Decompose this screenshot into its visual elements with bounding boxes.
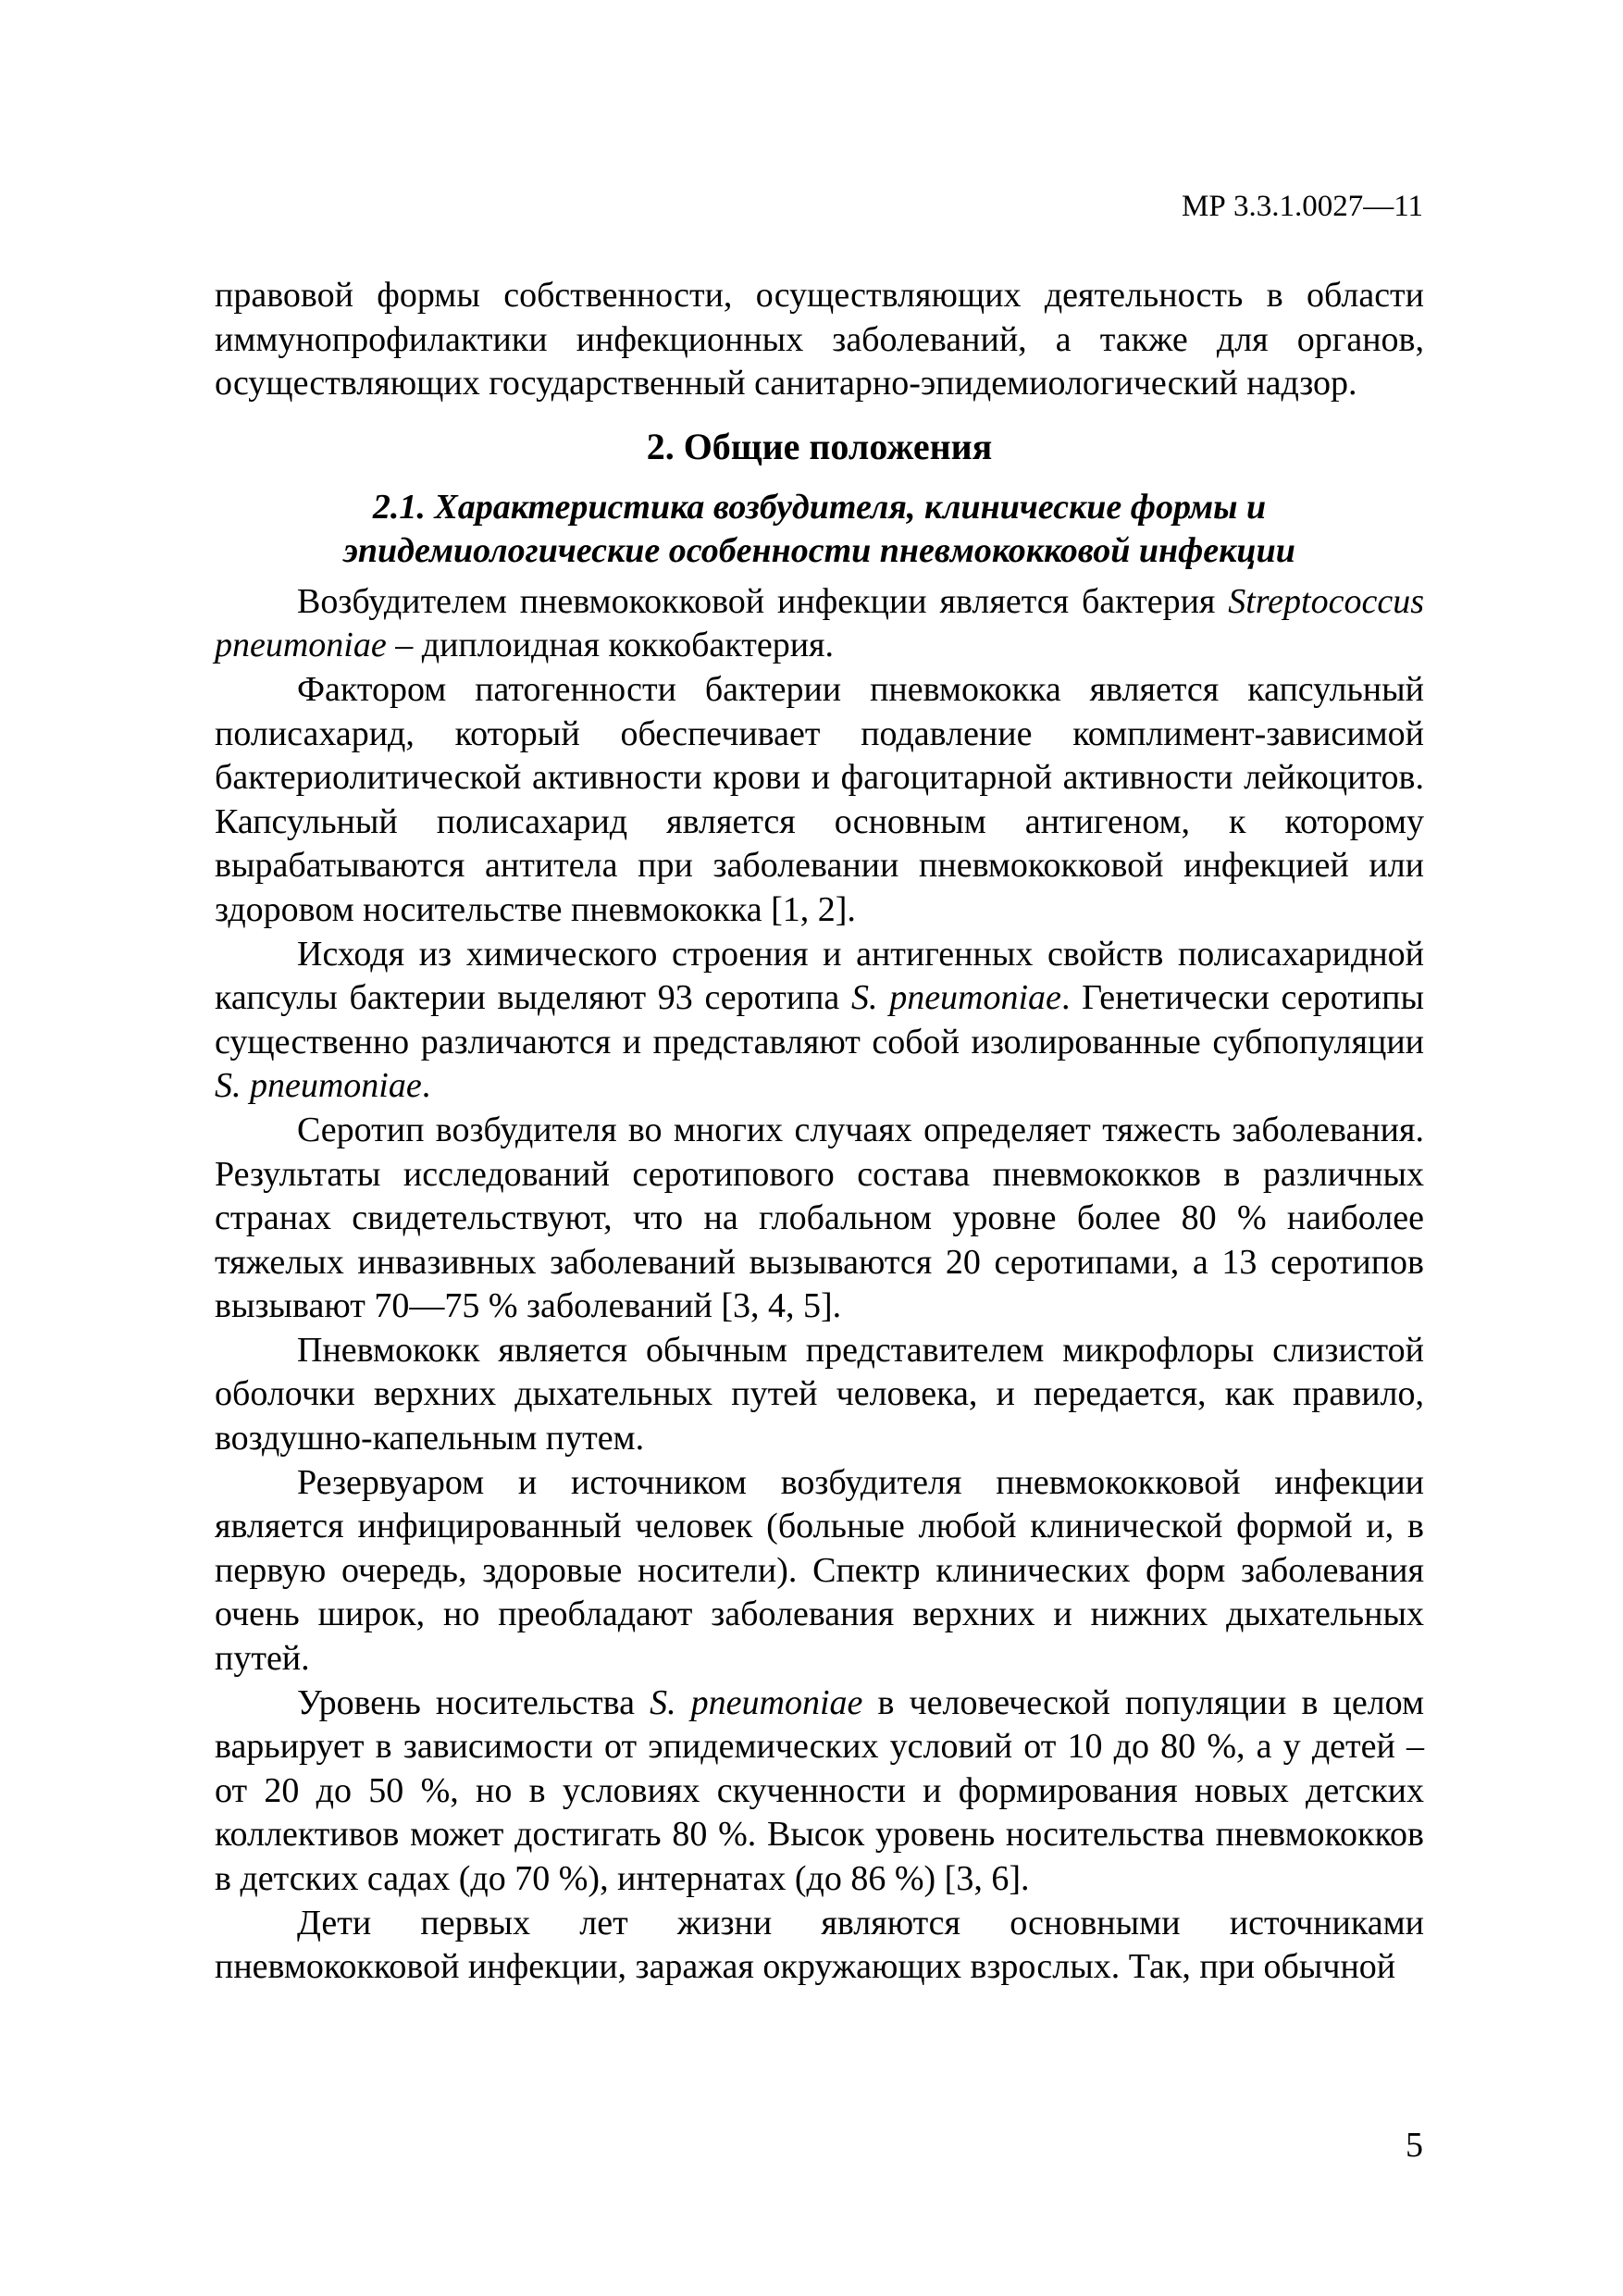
intro-paragraph: правовой формы собственности, осуществляющих деятельность в области иммунопрофилактики инфекционных заболеваний, а также для органов, осуществляющих государственный санитарно-эпидемиологический надзор. [215,276,1424,403]
paragraph-pathogen [215,580,1424,668]
species-name: Streptococcus pneumoniae [215,581,1424,665]
paragraph-text: в человеческой популяции в целом варьирует в зависимости от эпидемических условий от 10 до 80 %, а у детей – от 20 до 50 %, но в условиях скученности и формирования новых детских коллективов может достигать 80 %. Высок уровень носительства пневмококков в детских садах (до 70 %), интернатах (до 86 %) [3, 6]. [215,1682,1424,1898]
paragraph-text: – диплоидная коккобактерия. [386,626,835,665]
subsection-title-line-1: 2.1. Характеристика возбудителя, клинические формы и [372,487,1267,527]
page-number: 5 [1406,2126,1423,2165]
species-name: S. pneumoniae [215,1066,422,1106]
paragraph-reservoir: Резервуаром и источником возбудителя пневмококковой инфекции является инфицированный человек (больные любой клинической формой и, в первую очередь, здоровые носители). Спектр клинических форм заболевания очень широк, но преобладают заболевания верхних и нижних дыхательных путей. [215,1462,1424,1679]
paragraph-transmission: Пневмококк является обычным представителем микрофлоры слизистой оболочки верхних дыхательных путей человека, и передается, как правило, воздушно-капельным путем. [215,1330,1424,1458]
paragraph-serotypes [215,933,1424,1109]
species-name: S. pneumoniae [851,978,1061,1018]
paragraph-text: Возбудителем пневмококковой инфекции является бактерия [297,581,1229,621]
paragraph-serotype-severity: Серотип возбудителя во многих случаях определяет тяжесть заболевания. Результаты исследований серотипового состава пневмококков в различных странах свидетельствуют, что на глобальном уровне более 80 % наиболее тяжелых инвазивных заболеваний вызываются 20 серотипами, а 13 серотипов вызывают 70—75 % заболеваний [3, 4, 5]. [215,1110,1424,1326]
paragraph-text: Исходя из химического строения и антигенных свойств полисахаридной капсулы бактерии выделяют 93 серотипа [215,934,1424,1018]
species-name: S. pneumoniae [650,1682,863,1722]
paragraph-text: . [421,1066,431,1106]
paragraph-carriage [215,1682,1424,1902]
paragraph-text: Уровень носительства [297,1682,650,1722]
paragraph-text: . Генетически серотипы существенно различаются и представляют собой изолированные субпопуляции [215,978,1424,1061]
section-title: 2. Общие положения [646,425,993,467]
page-content [215,274,1424,1990]
subsection-title [215,486,1424,573]
paragraph-children-sources: Дети первых лет жизни являются основными источниками пневмококковой инфекции, заражая окружающих взрослых. Так, при обычной [215,1903,1424,1987]
document-code: МР 3.3.1.0027—11 [1182,190,1423,223]
subsection-title-line-2: эпидемиологические особенности пневмококковой инфекции [343,530,1295,570]
paragraph-pathogenicity: Фактором патогенности бактерии пневмококка является капсульный полисахарид, который обеспечивает подавление комплимент-зависимой бактериолитической активности крови и фагоцитарной активности лейкоцитов. Капсульный полисахарид является основным антигеном, к которому вырабатываются антитела при заболевании пневмококковой инфекцией или здоровом носительстве пневмококка [1, 2]. [215,669,1424,929]
